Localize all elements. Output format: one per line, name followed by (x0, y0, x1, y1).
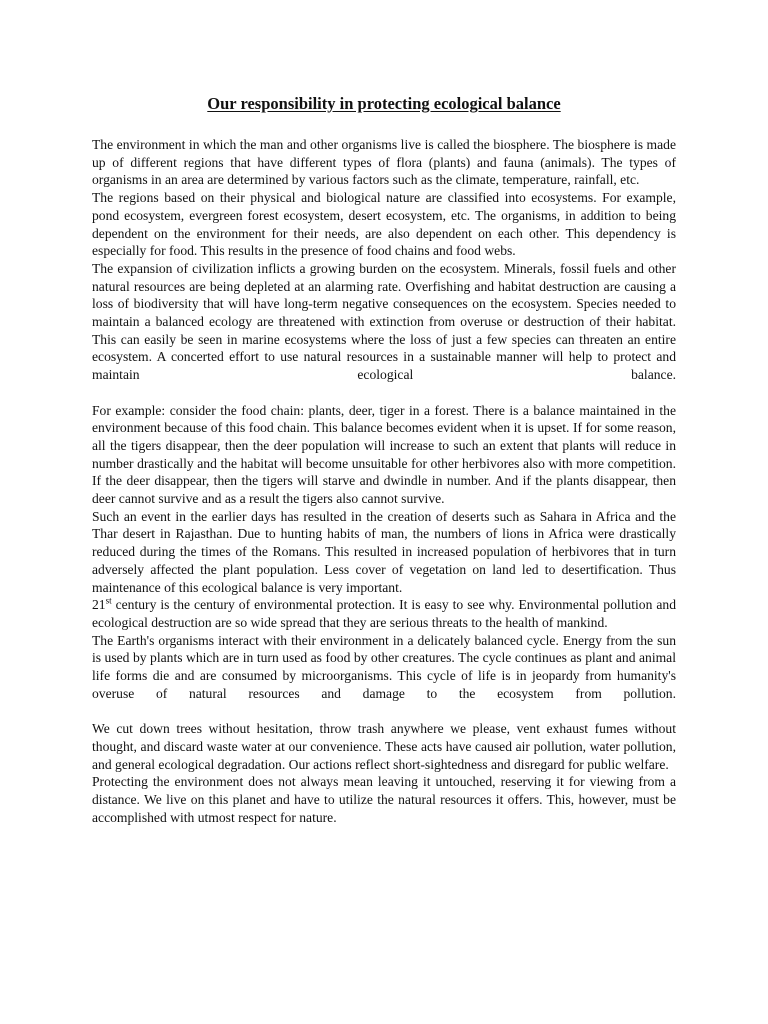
paragraph-cycle: The Earth's organisms interact with their environment in a delicately balanced cycle. Energy from the sun is used by plants which are in turn used as food by other creatures. The cycle continues as plant and animal life forms die and are consumed by microorganisms. This cycle of life is in jeopardy from humanity's overuse of natural resources and damage to the ecosystem from pollution. (92, 632, 676, 701)
paragraph-21st-century (92, 596, 676, 631)
century-superscript: st (105, 595, 112, 606)
paragraph-spacer (92, 702, 676, 720)
document-title: Our responsibility in protecting ecological balance (207, 94, 561, 113)
paragraph-biosphere: The environment in which the man and other organisms live is called the biosphere. The biosphere is made up of different regions that have different types of flora (plants) and fauna (animals). The types of organisms in an area are determined by various factors such as the climate, temperature, rainfall, etc. (92, 137, 676, 188)
century-number: 21 (92, 597, 106, 613)
century-text: century is the century of environmental protection. It is easy to see why. Environmental pollution and ecological destruction are so wide spread that they are serious threats to the health of mankind. (92, 597, 676, 630)
paragraph-ecosystems: The regions based on their physical and biological nature are classified into ecosystems. For example, pond ecosystem, evergreen forest ecosystem, desert ecosystem, etc. The organisms, in addition to being dependent on the environment for their needs, are also dependent on each other. This dependency is especially for food. This results in the presence of food chains and food webs. (92, 190, 676, 259)
paragraph-spacer (92, 384, 676, 402)
paragraph-deserts: Such an event in the earlier days has resulted in the creation of deserts such as Sahara in Africa and the Thar desert in Rajasthan. Due to hunting habits of man, the numbers of lions in Africa were drastically reduced during the times of the Romans. This resulted in increased population of herbivores that in turn adversely affected the plant population. Less cover of vegetation on land led to desertification. Thus maintenance of this ecological balance is very important. (92, 508, 676, 595)
paragraph-food-chain: For example: consider the food chain: plants, deer, tiger in a forest. There is a balance maintained in the environment because of this food chain. This balance becomes evident when it is upset. If for some reason, all the tigers disappear, then the deer population will increase to such an extent that plants will reduce in number drastically and the habitat will become unsuitable for other herbivores also with more competition. If the deer disappear, then the tigers will starve and dwindle in number. And if the plants disappear, then deer cannot survive and as a result the tigers also cannot survive. (92, 402, 676, 507)
document-page (92, 90, 676, 826)
paragraph-civilization: The expansion of civilization inflicts a growing burden on the ecosystem. Minerals, fossil fuels and other natural resources are being depleted at an alarming rate. Overfishing and habitat destruction are causing a loss of biodiversity that will have long-term negative consequences on the ecosystem. Species needed to maintain a balanced ecology are threatened with extinction from overuse or destruction of their habitat. This can easily be seen in marine ecosystems where the loss of just a few species can threaten an entire ecosystem. A concerted effort to use natural resources in a sustainable manner will help to protect and maintain ecological balance. (92, 260, 676, 383)
paragraph-actions: We cut down trees without hesitation, throw trash anywhere we please, vent exhaust fumes without thought, and discard waste water at our convenience. These acts have caused air pollution, water pollution, and general ecological degradation. Our actions reflect short-sightedness and disregard for public welfare. (92, 721, 676, 772)
paragraph-protecting: Protecting the environment does not always mean leaving it untouched, reserving it for viewing from a distance. We live on this planet and have to utilize the natural resources it offers. This, however, must be accomplished with utmost respect for nature. (92, 774, 676, 825)
